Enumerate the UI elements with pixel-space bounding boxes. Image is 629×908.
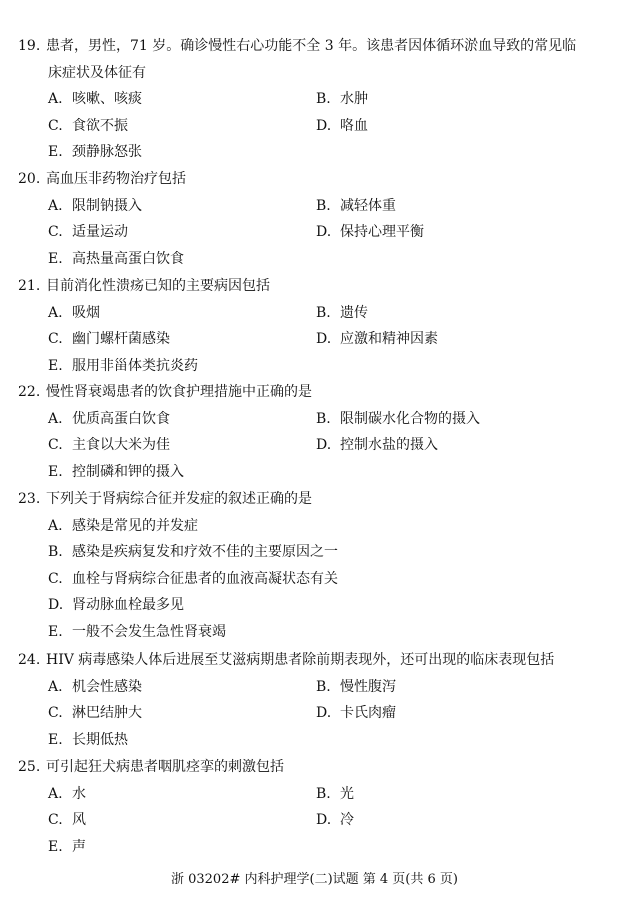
option-e: E. 长期低热 [48,731,128,748]
option-c: C. 适量运动 [48,224,128,241]
question-number: 19. [18,38,41,54]
option-b: B. 慢性腹泻 [316,678,396,695]
option-b: B. 减轻体重 [316,197,396,214]
option-a: A. 感染是常见的并发症 [48,517,198,534]
question-number: 20. [18,171,41,187]
option-row [18,807,618,834]
question-text: 慢性肾衰竭患者的饮食护理措施中正确的是 [46,384,312,400]
option-a: A. 限制钠摄入 [48,197,142,214]
question-stem [18,486,618,513]
question-text: 可引起狂犬病患者咽肌痉挛的刺激包括 [46,759,284,775]
question-25 [18,754,618,860]
question-stem [18,754,618,781]
option-d: D. 卡氏肉瘤 [316,705,396,722]
option-row [18,326,618,353]
question-20 [18,166,618,272]
option-row [18,592,618,619]
option-c: C. 幽门螺杆菌感染 [48,331,170,348]
question-text: 患者，男性，71 岁。确诊慢性右心功能不全 3 年。该患者因体循环淤血导致的常见临 [46,38,577,54]
question-21 [18,273,618,379]
option-c: C. 风 [48,812,86,829]
option-row [18,566,618,593]
option-row [18,406,618,433]
option-row [18,432,618,459]
option-b: B. 光 [316,785,354,802]
option-e: E. 服用非甾体类抗炎药 [48,357,198,374]
question-number: 24. [18,652,41,668]
option-d: D. 咯血 [316,117,368,134]
option-row [18,86,618,113]
question-19 [18,33,618,166]
option-c: C. 淋巴结肿大 [48,705,142,722]
option-e: E. 声 [48,838,86,855]
option-d: D. 控制水盐的摄入 [316,437,438,454]
question-24 [18,647,618,753]
option-e: E. 控制磷和钾的摄入 [48,463,184,480]
question-stem [18,166,618,193]
question-stem [18,647,618,674]
option-e: E. 颈静脉怒张 [48,144,142,161]
question-stem [18,379,618,406]
question-text: 目前消化性溃疡已知的主要病因包括 [46,278,270,294]
option-b: B. 限制碳水化合物的摄入 [316,410,480,427]
option-b: B. 水肿 [316,91,368,108]
question-stem [18,273,618,300]
question-text: 下列关于肾病综合征并发症的叙述正确的是 [46,491,312,507]
question-number: 21. [18,278,41,294]
option-e: E. 一般不会发生急性肾衰竭 [48,623,226,640]
option-row [18,513,618,540]
question-number: 25. [18,759,41,775]
question-text: 高血压非药物治疗包括 [46,171,186,187]
option-d: D. 应激和精神因素 [316,331,438,348]
question-number: 22. [18,384,41,400]
option-row [18,727,618,754]
option-a: A. 水 [48,785,86,802]
option-a: A. 优质高蛋白饮食 [48,410,170,427]
option-row [18,113,618,140]
question-22 [18,379,618,485]
option-row [18,674,618,701]
question-stem-continued: 床症状及体征有 [48,64,146,81]
question-text: HIV 病毒感染人体后进展至艾滋病期患者除前期表现外，还可出现的临床表现包括 [46,652,555,668]
option-c: C. 食欲不振 [48,117,128,134]
option-d: D. 肾动脉血栓最多见 [48,597,184,614]
page-footer: 浙 03202# 内科护理学(二)试题 第 4 页(共 6 页) [170,872,458,887]
option-b: B. 感染是疾病复发和疗效不佳的主要原因之一 [48,544,338,561]
question-stem [18,33,618,60]
option-row [18,246,618,273]
option-a: A. 机会性感染 [48,678,142,695]
option-e: E. 高热量高蛋白饮食 [48,250,184,267]
option-c: C. 主食以大米为佳 [48,437,170,454]
question-number: 23. [18,491,41,507]
option-row [18,459,618,486]
question-23 [18,486,618,646]
option-d: D. 冷 [316,812,354,829]
option-d: D. 保持心理平衡 [316,224,424,241]
option-a: A. 吸烟 [48,304,100,321]
option-row [18,193,618,220]
option-row [18,353,618,380]
option-row [18,781,618,808]
option-c: C. 血栓与肾病综合征患者的血液高凝状态有关 [48,570,338,587]
option-row [18,700,618,727]
option-b: B. 遗传 [316,304,368,321]
option-row [18,539,618,566]
option-row [18,139,618,166]
option-row [18,834,618,861]
option-a: A. 咳嗽、咳痰 [48,91,142,108]
option-row [18,219,618,246]
option-row [18,300,618,327]
option-row [18,619,618,646]
